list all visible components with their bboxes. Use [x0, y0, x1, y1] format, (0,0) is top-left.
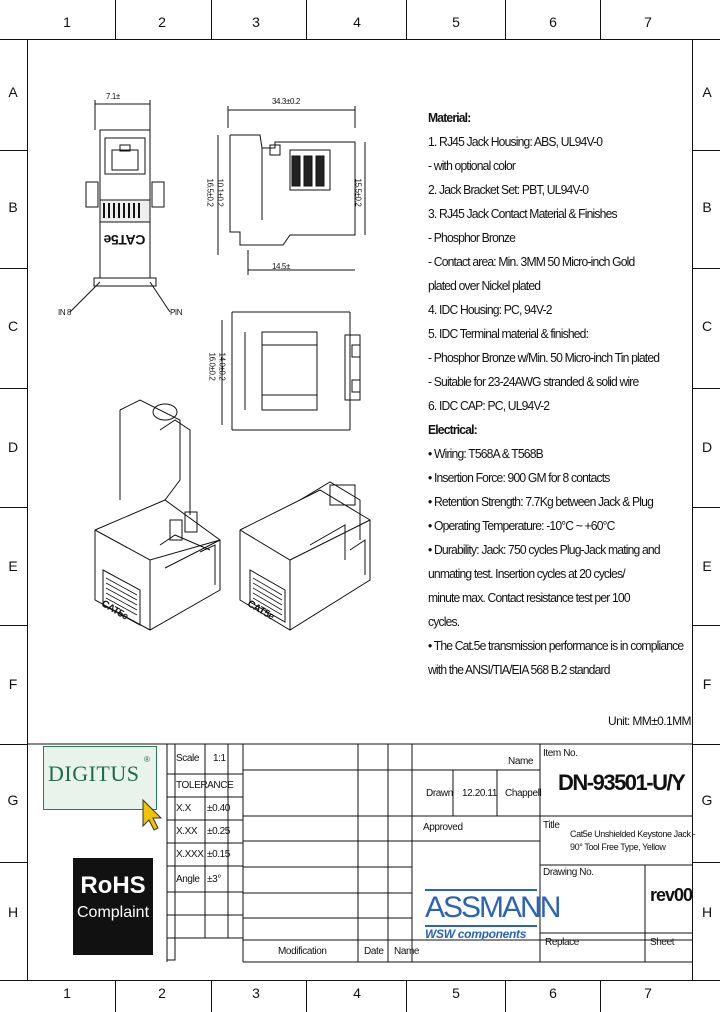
assmann-wordmark: ASSMANN [425, 889, 537, 927]
row-label-g: G [7, 792, 19, 808]
drawn-name: Chappell [505, 788, 542, 799]
tolerance-key: X.XX [176, 826, 198, 837]
col-label-5: 5 [452, 14, 460, 30]
name-label: Name [394, 946, 420, 957]
item-number: DN-93501-U/Y [558, 770, 685, 795]
row-label-right-a: A [702, 84, 712, 100]
material-heading: Material: [428, 110, 471, 125]
title-line-1: Cat5e Unshielded Keystone Jack - [570, 829, 696, 839]
row-label-right-e: E [702, 558, 712, 574]
row-label-h: H [7, 904, 19, 920]
material-line: plated over Nickel plated [428, 278, 541, 293]
dim-side-bottom: 14.5± [272, 262, 290, 271]
tolerance-key: X.X [176, 803, 191, 814]
assmann-logo [425, 889, 560, 951]
row-label-c: C [7, 318, 19, 334]
drawn-label: Drawn [426, 788, 453, 799]
material-line: - Contact area: Min. 3MM 50 Micro-inch Gold [428, 254, 635, 269]
material-line: - Phosphor Bronze [428, 230, 516, 245]
dim-top-label: 7.1± [106, 92, 120, 101]
scale-label: Scale [176, 753, 200, 764]
electrical-line: minute max. Contact resistance test per 100 [428, 590, 630, 605]
row-label-right-h: H [701, 904, 713, 920]
dim-side-h3: 15.5±0.2 [353, 178, 363, 207]
pin-right-label: PIN [170, 308, 183, 317]
modification-label: Modification [278, 946, 327, 957]
unit-note: Unit: MM±0.1MM [608, 714, 691, 728]
row-label-right-g: G [701, 792, 713, 808]
row-label-d: D [7, 439, 19, 455]
electrical-line: cycles. [428, 614, 460, 629]
dim-side-h1: 16.5±0.2 [205, 178, 215, 207]
dim-side-width: 34.3±0.2 [272, 97, 300, 106]
revision: rev00 [650, 885, 693, 905]
row-label-right-f: F [702, 676, 712, 692]
drawing-no-label: Drawing No. [543, 867, 594, 878]
col-label-3: 3 [252, 14, 260, 30]
col-label-bottom-1: 1 [63, 985, 71, 1001]
col-label-2: 2 [158, 14, 166, 30]
rohs-badge [73, 858, 153, 955]
col-label-bottom-7: 7 [644, 985, 652, 1001]
electrical-line: • Wiring: T568A & T568B [428, 446, 543, 461]
wsw-wordmark: WSW components [425, 927, 527, 941]
jack-iso-label-2: CAT5e [245, 598, 276, 623]
electrical-line: • Operating Temperature: -10°C ~ +60°C [428, 518, 615, 533]
col-label-4: 4 [353, 14, 361, 30]
registered-mark: ® [144, 755, 150, 764]
material-line: 4. IDC Housing: PC, 94V-2 [428, 302, 552, 317]
title-line-2: 90° Tool Free Type, Yellow [570, 842, 666, 852]
material-line: 6. IDC CAP: PC, UL94V-2 [428, 398, 550, 413]
material-line: 5. IDC Terminal material & finished: [428, 326, 589, 341]
col-label-bottom-4: 4 [353, 985, 361, 1001]
name-header: Name [508, 756, 534, 767]
electrical-line: with the ANSI/TIA/EIA 568 B.2 standard [428, 662, 610, 677]
rohs-subtitle: Complaint [76, 904, 150, 921]
col-label-bottom-5: 5 [452, 985, 460, 1001]
replace-label: Replace [545, 937, 579, 948]
material-line: - Suitable for 23-24AWG stranded & solid wire [428, 374, 639, 389]
row-label-a: A [8, 84, 18, 100]
scale-value: 1:1 [213, 753, 226, 764]
tolerance-label: TOLERANCE [176, 780, 234, 791]
electrical-line: • Insertion Force: 900 GM for 8 contacts [428, 470, 610, 485]
row-label-e: E [8, 558, 18, 574]
jack-iso-label-1: CAT5e [99, 598, 130, 623]
approved-label: Approved [423, 822, 463, 833]
col-label-7: 7 [644, 14, 652, 30]
col-label-6: 6 [549, 14, 557, 30]
row-label-right-d: D [701, 439, 713, 455]
title-label: Title [543, 820, 560, 831]
tolerance-value: ±0.15 [207, 849, 230, 860]
material-line: 2. Jack Bracket Set: PBT, UL94V-0 [428, 182, 589, 197]
dim-front-h2: 14.0±0.2 [217, 352, 227, 381]
material-line: 1. RJ45 Jack Housing: ABS, UL94V-0 [428, 134, 603, 149]
pin-left-label: IN 8 [58, 308, 72, 317]
row-label-right-b: B [702, 199, 712, 215]
digitus-wordmark: DIGITUS [48, 761, 140, 786]
col-label-bottom-6: 6 [549, 985, 557, 1001]
tolerance-value: ±3° [207, 874, 221, 885]
sheet-label: Sheet [650, 937, 675, 948]
drawn-date: 12.20.11 [462, 788, 497, 799]
electrical-line: • Durability: Jack: 750 cycles Plug-Jack mating and [428, 542, 660, 557]
tolerance-value: ±0.40 [207, 803, 230, 814]
electrical-heading: Electrical: [428, 422, 477, 437]
tolerance-value: ±0.25 [207, 826, 230, 837]
dim-front-h1: 16.0±0.2 [207, 352, 217, 381]
rohs-title: RoHS [80, 872, 146, 899]
row-label-b: B [8, 199, 18, 215]
tolerance-key: Angle [176, 874, 200, 885]
material-line: - with optional color [428, 158, 516, 173]
item-no-label: Item No. [543, 748, 578, 759]
row-label-right-c: C [701, 318, 713, 334]
electrical-line: unmating test. Insertion cycles at 20 cycles/ [428, 566, 625, 581]
col-label-bottom-3: 3 [252, 985, 260, 1001]
material-line: 3. RJ45 Jack Contact Material & Finishes [428, 206, 617, 221]
electrical-line: • The Cat.5e transmission performance is in compliance [428, 638, 684, 653]
date-label: Date [364, 946, 384, 957]
col-label-1: 1 [63, 14, 71, 30]
jack-front-label: CAT5e [104, 232, 146, 248]
tolerance-key: X.XXX [176, 849, 204, 860]
row-label-f: F [8, 676, 18, 692]
material-line: - Phosphor Bronze w/Min. 50 Micro-inch Tin plated [428, 350, 660, 365]
col-label-bottom-2: 2 [158, 985, 166, 1001]
dim-side-h2: 10.1±0.2 [215, 178, 225, 207]
electrical-line: • Retention Strength: 7.7Kg between Jack & Plug [428, 494, 653, 509]
